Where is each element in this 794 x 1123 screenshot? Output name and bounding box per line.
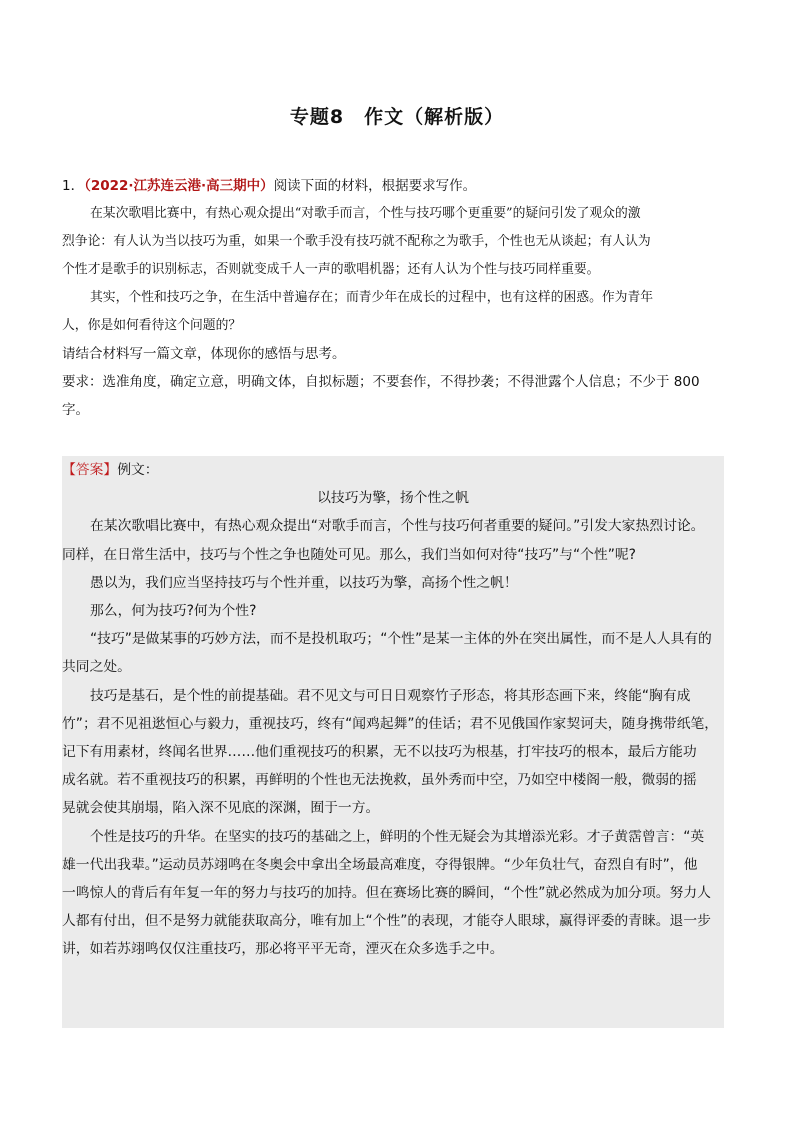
answer-label: 例文： xyxy=(117,462,159,478)
material-line: 其实，个性和技巧之争，在生活中普遍存在；而青少年在成长的过程中，也有这样的困惑。作为青年 xyxy=(90,290,654,305)
essay-line: 竹”；君不见祖逖恒心与毅力，重视技巧，终有“闻鸡起舞”的佳话；君不见俄国作家契诃夫，随身携带纸笔， xyxy=(62,715,719,732)
essay-line: 雄一代出我辈。”运动员苏翊鸣在冬奥会中拿出全场最高难度，夺得银牌。“少年负壮气，奋烈自有时”，他 xyxy=(62,856,698,873)
essay-line: 成名就。若不重视技巧的积累，再鲜明的个性也无法挽救，虽外秀而中空，乃如空中楼阁一般，微弱的摇 xyxy=(62,772,697,789)
essay-line: 同样，在日常生活中，技巧与个性之争也随处可见。那么，我们当如何对待“技巧”与“个性”呢? xyxy=(62,546,636,563)
essay-line: 共同之处。 xyxy=(62,659,131,676)
question-block xyxy=(62,172,732,424)
answer-block xyxy=(62,456,724,1028)
essay-line: 晃就会使其崩塌，陷入深不见底的深渊，囿于一方。 xyxy=(62,800,380,817)
question-source: （2022·江苏连云港·高三期中） xyxy=(84,178,274,194)
answer-tag: 【答案】 xyxy=(62,462,118,478)
essay-line: 个性是技巧的升华。在坚实的技巧的基础之上，鲜明的个性无疑会为其增添光彩。才子黄霑曾言：“英 xyxy=(90,828,705,845)
essay-line: 技巧是基石，是个性的前提基础。君不见文与可日日观察竹子形态，将其形态画下来，终能“胸有成 xyxy=(90,687,691,704)
page-title: 专题8 作文（解析版） xyxy=(289,106,505,128)
essay-line: 一鸣惊人的背后有年复一年的努力与技巧的加持。但在赛场比赛的瞬间，“个性”就必然成为加分项。努力人 xyxy=(62,885,711,902)
instruction-line: 请结合材料写一篇文章，体现你的感悟与思考。 xyxy=(62,346,346,362)
requirement-line: 字。 xyxy=(62,402,89,418)
essay-line: 人都有付出，但不是努力就能获取高分，唯有加上“个性”的表现，才能夺人眼球，赢得评委的青睐。退一步 xyxy=(62,913,711,930)
essay-line: 记下有用素材，终闻名世界……他们重视技巧的积累，无不以技巧为根基，打牢技巧的根本，最后方能功 xyxy=(62,744,697,761)
answer-header xyxy=(62,456,724,484)
material-line: 人，你是如何看待这个问题的？ xyxy=(62,318,242,333)
essay-line: 在某次歌唱比赛中，有热心观众提出“对歌手而言，个性与技巧何者重要的疑问。”引发大家热烈讨论。 xyxy=(90,518,705,535)
question-number: 1． xyxy=(62,178,85,194)
requirement-line: 要求：选准角度，确定立意，明确文体，自拟标题；不要套作，不得抄袭；不得泄露个人信息；不少于 800 xyxy=(62,374,700,390)
material-line: 在某次歌唱比赛中，有热心观众提出“对歌手而言，个性与技巧哪个更重要”的疑问引发了观众的激 xyxy=(90,206,641,221)
essay-title: 以技巧为擎，扬个性之帆 xyxy=(317,490,469,507)
essay-line: 那么，何为技巧?何为个性? xyxy=(90,603,257,620)
question-prompt: 阅读下面的材料，根据要求写作。 xyxy=(273,178,477,194)
essay-line: 讲，如若苏翊鸣仅仅注重技巧，那必将平平无奇，湮灭在众多选手之中。 xyxy=(62,941,504,958)
material-line: 个性才是歌手的识别标志，否则就变成千人一声的歌唱机器；还有人认为个性与技巧同样重要。 xyxy=(62,262,600,277)
material-line: 烈争论：有人认为当以技巧为重，如果一个歌手没有技巧就不配称之为歌手，个性也无从谈起；有人认为 xyxy=(62,234,651,249)
essay-line: “技巧”是做某事的巧妙方法，而不是投机取巧；“个性”是某一主体的外在突出属性，而不是人人具有的 xyxy=(90,631,712,648)
essay-line: 愚以为，我们应当坚持技巧与个性并重，以技巧为擎，高扬个性之帆！ xyxy=(90,574,518,591)
question-header xyxy=(62,172,732,200)
